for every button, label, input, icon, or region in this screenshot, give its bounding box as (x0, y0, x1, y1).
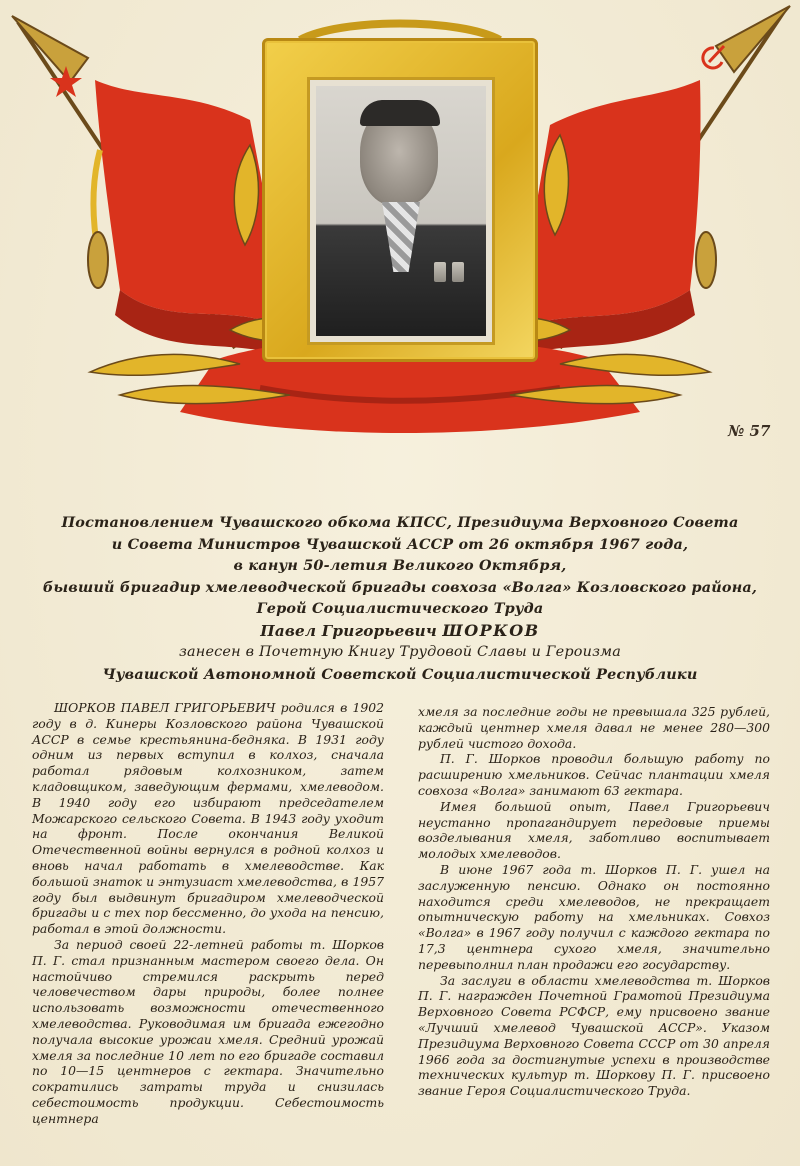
decree-line: Постановлением Чувашского обкома КПСС, Президиума Верховного Совета (61, 514, 739, 531)
biography-right-column (418, 704, 770, 1099)
given-name: Павел Григорьевич (260, 621, 443, 640)
surname: ШОРКОВ (442, 620, 540, 640)
entry-line: занесен в Почетную Книгу Трудовой Славы и Героизма (178, 644, 622, 660)
paragraph: Имея большой опыт, Павел Григорьевич неустанно пропагандирует передовые приемы возделывания хмеля, заботливо воспитывает молодых хмелеводов. (418, 798, 770, 862)
decree-line: в канун 50-летия Великого Октября, (233, 557, 567, 574)
person-name (40, 620, 760, 643)
portrait-frame (262, 38, 538, 362)
decree-line: бывший бригадир хмелеводческой бригады совхоза «Волга» Козловского района, (42, 578, 758, 596)
medal-icon (452, 262, 464, 282)
decree-line: и Совета Министров Чувашской АССР от 26 октября 1967 года, (111, 535, 689, 553)
hammer-sickle-icon (703, 46, 724, 68)
paragraph: В июне 1967 года т. Шорков П. Г. ушел на заслуженную пенсию. Однако он постоянно находится среди хмелеводов, не прекращает опытническую работу на хмельниках. Совхоз «Волга» в 1967 году получил с каждого гектара по 17,3 центнера сухого хмеля, значительно перевыполнил план продажи его государству. (418, 861, 770, 972)
decree-line: Герой Социалистического Труда (256, 600, 544, 617)
paragraph: За заслуги в области хмелеводства т. Шорков П. Г. награжден Почетной Грамотой Президиума Верховного Совета РСФСР, ему присвоено звание «Лучший хмелевод Чувашской АССР». Указом Президиума Верховного Совета СССР от 30 апреля 1966 года за достигнутые успехи в производстве технических культур т. Шоркову П. Г. присвоено звание Героя Социалистического Труда. (418, 972, 770, 1099)
paragraph: хмеля за последние годы не превышала 325 рублей, каждый центнер хмеля давал не менее 280—300 рублей чистого дохода. (418, 704, 770, 751)
entry-line: Чувашской Автономной Советской Социалистической Республики (102, 665, 698, 683)
paragraph: ШОРКОВ ПАВЕЛ ГРИГОРЬЕВИЧ родился в 1902 году в д. Кинеры Козловского района Чувашской АССР в семье крестьянина-бедняка. В 1931 году одним из первых вступил в колхоз, сначала работал рядовым колхозником, затем кладовщиком, заведующим фермами, хмелеводом. В 1940 году его избирают председателем Можарского сельского Совета. В 1943 году уходит на фронт. После окончания Великой Отечественной войны вернулся в родной колхоз и вновь начал работать в хмелеводстве. Как большой знаток и энтузиаст хмелеводства, в 1957 году был выдвинут бригадиром хмелеводческой бригады и с тех пор бессменно, до ухода на пенсию, работал в этой должности. (32, 700, 384, 937)
biography-left-column (32, 700, 384, 1127)
paragraph: За период своей 22-летней работы т. Шорков П. Г. стал признанным мастером своего дела. Он настойчиво стремился раскрыть перед человечеством дары природы, более полнее использовать возможности отечественного хмелеводства. Руководимая им бригада ежегодно получала высокие урожаи хмеля. Средний урожай хмеля за последние 10 лет по его бригаде составил по 10—15 центнеров с гектара. Значительно сократились затраты труда и снизилась себестоимость продукции. Себестоимость центнера (32, 936, 384, 1126)
decree-heading (40, 512, 760, 685)
medal-icon (434, 262, 446, 282)
portrait-photo (307, 77, 495, 345)
paragraph: П. Г. Шорков проводил большую работу по расширению хмельников. Сейчас плантации хмеля совхоза «Волга» занимают 63 гектара. (418, 751, 770, 798)
entry-number: № 57 (728, 422, 771, 440)
